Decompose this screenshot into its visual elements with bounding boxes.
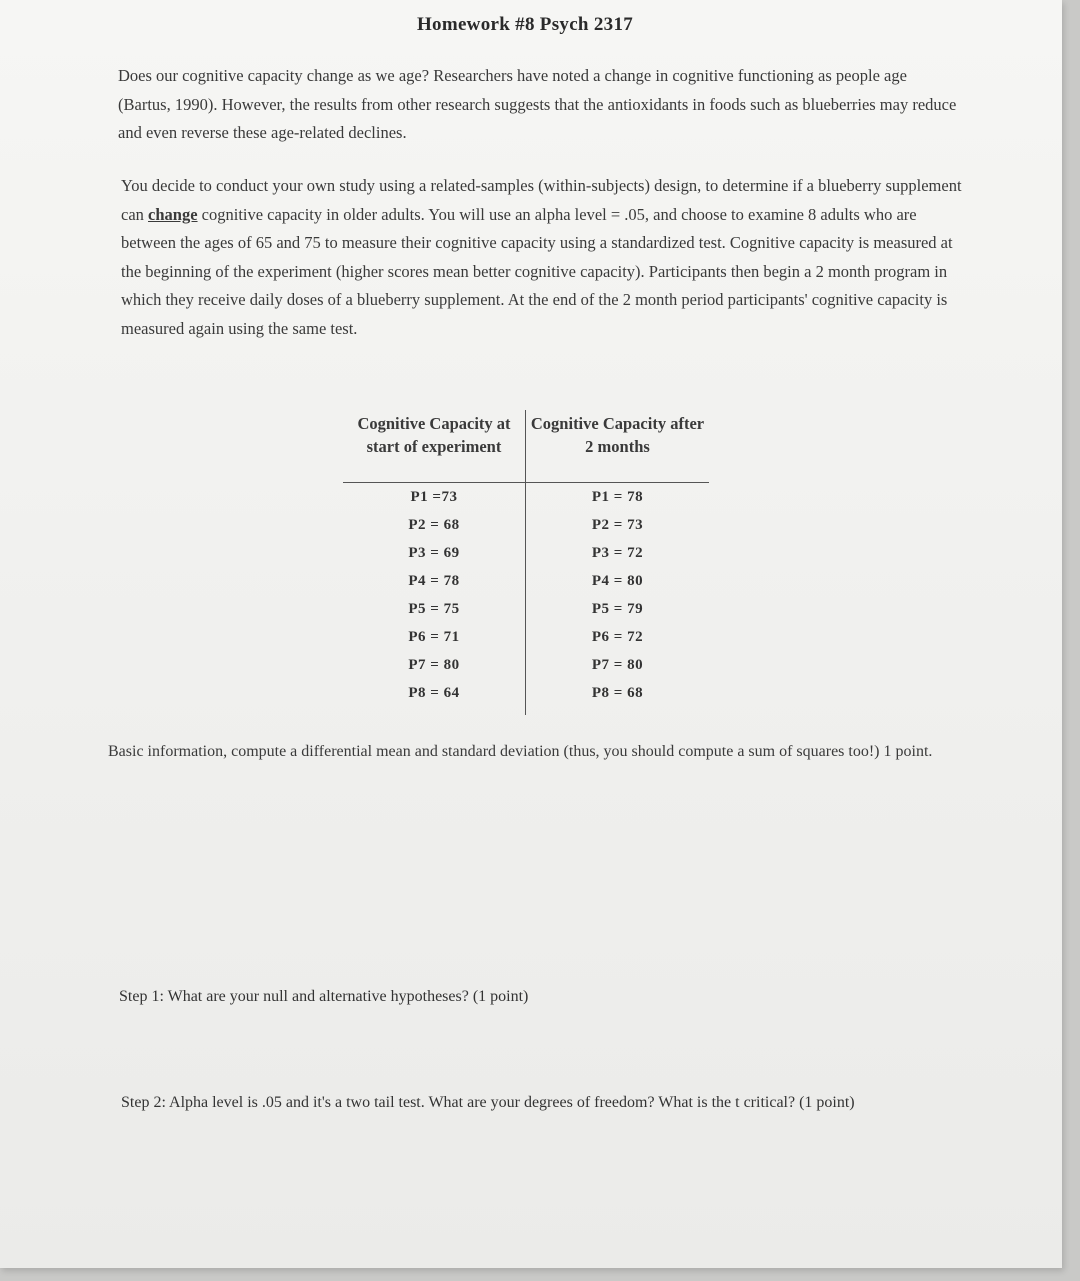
after-cell: P5 = 79 (591, 601, 644, 617)
start-column (343, 483, 526, 715)
start-cell: P8 = 64 (408, 685, 460, 701)
start-cell: P7 = 80 (408, 657, 460, 673)
step2-question: Step 2: Alpha level is .05 and it's a two tail test. What are your degrees of freedom? What is the t critical? (1 point) (121, 1094, 855, 1111)
after-cell: P4 = 80 (591, 573, 644, 589)
step1-question: Step 1: What are your null and alternative hypotheses? (1 point) (119, 988, 529, 1005)
intro-paragraph: Does our cognitive capacity change as we age? Researchers have noted a change in cognitive functioning as people age (Bartus, 1990). However, the results from other research suggests that the antioxidants in foods such as blueberries may reduce and even reverse these age-related declines. (118, 66, 957, 142)
start-cell: P2 = 68 (408, 517, 460, 533)
start-cell: P6 = 71 (408, 629, 460, 645)
after-cell: P2 = 73 (591, 517, 644, 533)
header-after: Cognitive Capacity after 2 months (530, 414, 705, 456)
data-table (343, 410, 709, 715)
study-text-before: You decide to conduct your own study using a related-samples (within-subjects) design, to determine if a blueberry supplement can (121, 176, 962, 224)
after-cell: P1 = 78 (591, 489, 644, 505)
after-column (526, 483, 709, 715)
table-header-row (343, 410, 709, 483)
table-body (343, 483, 709, 715)
start-cell: P5 = 75 (408, 601, 460, 617)
start-cell: P3 = 69 (408, 545, 460, 561)
after-cell: P7 = 80 (591, 657, 644, 673)
after-cell: P8 = 68 (591, 685, 644, 701)
after-cell: P6 = 72 (591, 629, 644, 645)
study-text-after: cognitive capacity in older adults. You will use an alpha level = .05, and choose to examine 8 adults who are between the ages of 65 and 75 to measure their cognitive capacity using a standardized test. Cognitive capacity is measured at the beginning of the experiment (higher scores mean better cognitive capacity). Participants then begin a 2 month program in which they receive daily doses of a blueberry supplement. At the end of the 2 month period participants' cognitive capacity is measured again using the same test. (121, 204, 953, 338)
start-cell: P4 = 78 (408, 573, 460, 589)
start-cell: P1 =73 (410, 489, 458, 505)
study-text-emphasis: change (148, 204, 198, 224)
basic-info-question: Basic information, compute a differential mean and standard deviation (thus, you should compute a sum of squares too!) 1 point. (108, 743, 933, 760)
header-start: Cognitive Capacity at start of experiment (343, 410, 526, 482)
page-title: Homework #8 Psych 2317 (416, 14, 634, 35)
study-description-paragraph (121, 172, 966, 343)
after-cell: P3 = 72 (591, 545, 644, 561)
